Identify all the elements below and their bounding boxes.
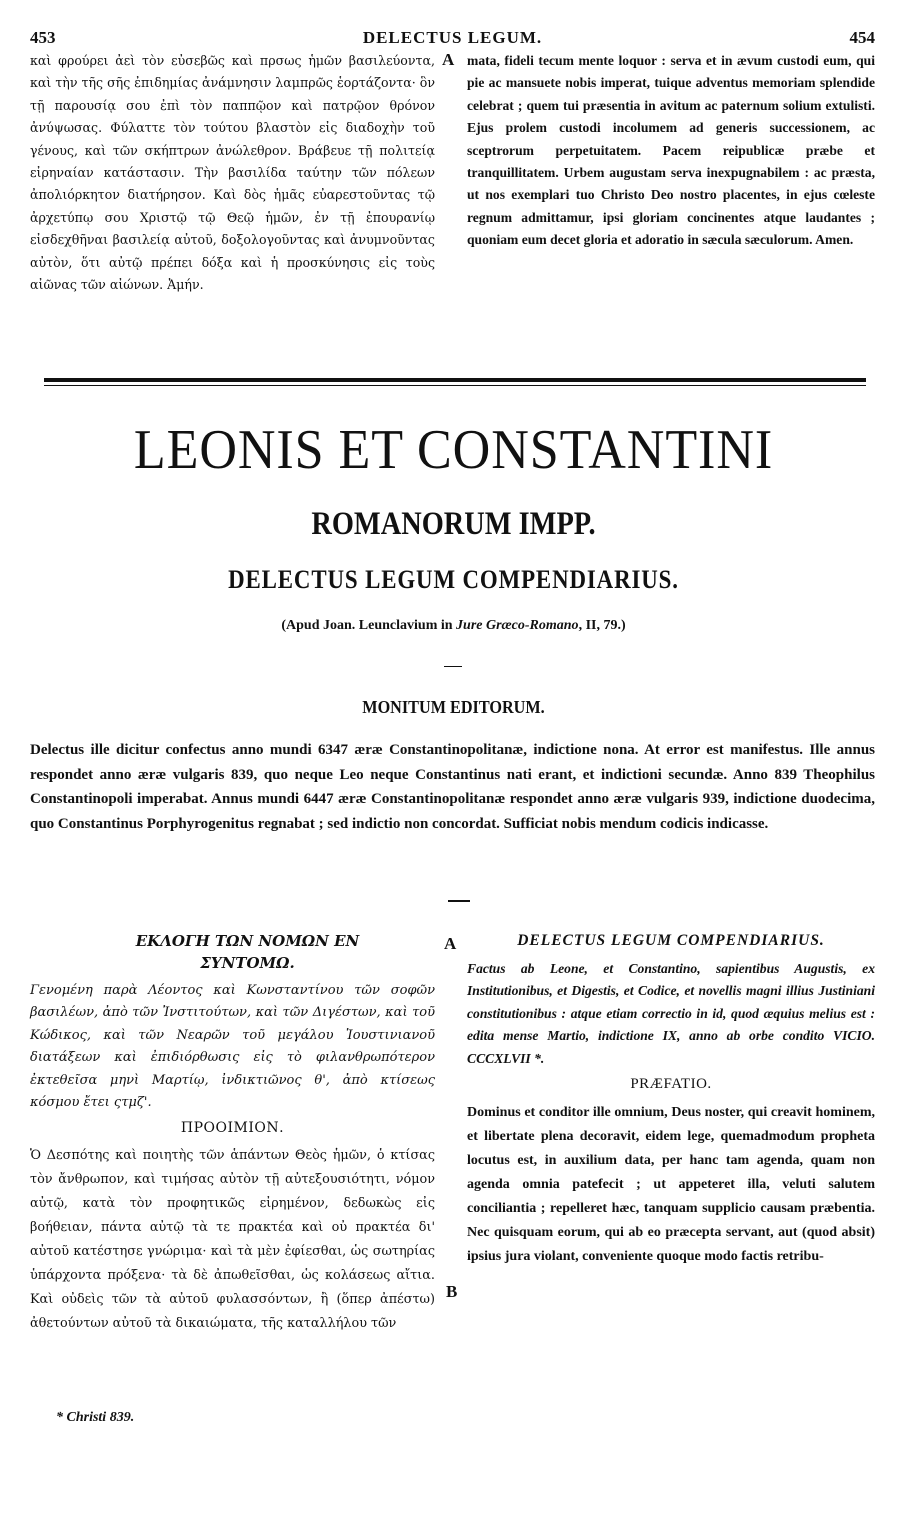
column-marker-a-lower: A [444,934,457,953]
latin-section-title: DELECTUS LEGUM COMPENDIARIUS. [517,932,825,949]
page-number-left: 453 [30,28,56,47]
greek-column-lower [30,930,435,1336]
page-number-right: 454 [849,28,875,47]
latin-subtitle: Factus ab Leone, et Constantino, sapientibus Augustis, ex Institutionibus, et Digestis, et Codice, et novellis magni illius Justiniani constitutionibus : atque etiam correctio in id, quod æquius melius est : edita mense Martio, indictione IX, anno ab orbe condito VICIO. CCCXLVII *. [467,961,875,1066]
column-marker-b: B [446,1282,458,1301]
latin-column-lower [467,930,875,1269]
short-divider-2 [448,900,470,902]
page [30,28,875,360]
greek-column-top: καὶ φρούρει ἀεὶ τὸν εὐσεβῶς καὶ πρσως ἡμῶν βασιλεύοντα, καὶ τὴν τῆς σῆς ἐπιδημίας ἀνάμνησιν λαμπρῶς ἑορτάζοντα· ὃν τῇ παρουσίᾳ σου ἐπὶ τὸν παππῷον καὶ πατρῷον θρόνον ἀνύψωσας. Φύλαττε τὸν τούτου βλαστὸν εἰς διαδοχὴν τοῦ γένους, καὶ τῶν σκήπτρων ἀνώλεθρον. Βράβευε τῇ πολιτείᾳ εἰρηναίαν κατάστασιν. Τὴν βασιλίδα ταύτην τῶν πόλεων ἀπολιόρκητον διατήρησον. Καὶ δὸς ἡμᾶς εὐαρεστοῦντας τῷ ἀρχετύπῳ σου Χριστῷ τῷ Θεῷ ἡμῶν, ἐν τῇ ἐπουρανίῳ εἰσδεχθῆναι βασιλείᾳ αὐτοῦ, δοξολογοῦντας καὶ ἀνυμνοῦντας αὐτὸν, ὅτι αὐτῷ πρέπει δόξα καὶ ἡ προσκύνησις εἰς τοὺς αἰῶνας τῶν αἰώνων. Ἀμήν. [30,53,435,293]
greek-subtitle: Γενομένη παρὰ Λέοντος καὶ Κωνσταντίνου τῶν σοφῶν βασιλέων, ἀπὸ τῶν Ἰνστιτούτων, καὶ τῶν Διγέστων, καὶ τοῦ Κώδικος, καὶ τῶν Νεαρῶν τοῦ μεγάλου Ἰουστινιανοῦ διατάξεων καὶ ἐπιδιόρθωσις εἰς τὸ φιλανθρωπότερον ἐκτεθεῖσα μηνὶ Μαρτίῳ, ἰνδικτιῶνος θ', ἀπὸ κτίσεως κόσμου ἔτει ςτμζ'. [30,983,435,1111]
column-marker-a: A [442,50,455,69]
lower-columns [30,930,875,1430]
subtitle-2: DELECTUS LEGUM COMPENDIARIUS. [228,565,679,594]
top-columns [30,50,875,360]
source-italic: Jure Græco-Romano [456,618,579,633]
subtitle: ROMANORUM IMPP. [311,506,596,542]
source-citation [0,618,907,634]
source-suffix: , II, 79.) [578,618,626,633]
short-divider [444,666,462,667]
running-title: DELECTUS LEGUM. [362,28,543,47]
latin-heading: PRÆFATIO. [630,1076,712,1093]
footnote: * Christi 839. [56,1410,135,1425]
latin-body: Dominus et conditor ille omnium, Deus noster, qui creavit hominem, et libertate plena decoravit, eidem lege, quemadmodum propheta locutus est, in auxilium data, per hanc tam agenda, quam non agenda omnia patefecit ; ut appeteret illa, veluti salutem conciliantia ; repelleret hæc, tanquam supplicio causam præbentia. Nec quisquam eorum, qui ab eo præcepta servant, aut (quod absit) ipsius jura violant, conveniente quoque modo factis retribu- [467,1105,875,1265]
monitum-body: Delectus ille dicitur confectus anno mundi 6347 æræ Constantinopolitanæ, indictione nona. At error est manifestus. Ille annus respondet anno æræ vulgaris 839, quo neque Leo neque Constantinus nati erant, et indictioni secundæ. Anno 839 Theophilus Constantinopoli imperabat. Annus mundi 6447 æræ Constantinopolitanæ respondet anno æræ vulgaris 939, indictione duodecima, quo Constantinus Porphyrogenitus regnabat ; sed indictio non concordat. Sufficiat nobis mendum codicis indicasse. [30,742,875,832]
latin-column-top: mata, fideli tecum mente loquor : serva et in ævum custodi eum, qui pie ac mansuete nobis imperat, tuique adventus memoriam splendide celebrat ; quem tui præsentia in avitum ac paternum solium extulisti. Ejus prolem custodi incolumem ad generis successionem, ac sceptrorum perpetuitatem. Pacem reipublicæ præbe et tranquillitatem. Urbem augustam serva inexpugnabilem : ac præsta, ut nos exemplari tuo Christo Deo nostro placentes, in ejus cœleste regnum admittamur, ipsi gloriam concinentes atque laudantes ; quoniam eum decet gloria et adoratio in sæcula sæculorum. Amen. [467,53,875,248]
running-head [30,28,875,50]
greek-section-title: ΕΚΛΟΓΗ ΤΩΝ ΝΟΜΩΝ ΕΝ ΣΥΝΤΟΜΩ. [135,932,360,972]
greek-body: Ὁ Δεσπότης καὶ ποιητὴς τῶν ἁπάντων Θεὸς ἡμῶν, ὁ κτίσας τὸν ἄνθρωπον, καὶ τιμήσας αὐτὸν τῇ αὐτεξουσιότητι, νόμον αὐτῷ, κατὰ τὸν προφητικῶς εἰρημένον, δεδωκὼς εἰς βοήθειαν, πάντα αὐτῷ τὰ τε πρακτέα καὶ οὐ πρακτέα δι' αὐτοῦ κατέστησε γνώριμα· καὶ τὰ μὲν ἐφίεσθαι, ὡς σωτηρίας ὑπάρχοντα πρόξενα· τὰ δὲ ἀπωθεῖσθαι, ὡς κολάσεως αἴτια. Καὶ οὐδεὶς τῶν τὰ αὐτοῦ φυλασσόντων, ἢ (ὅπερ ἀπέστω) ἀθετούντων αὐτοῦ τὰ δικαιώματα, τῆς καταλλήλου τῶν [30,1148,435,1332]
main-title: LEONIS ET CONSTANTINI [133,419,774,481]
section-rule [44,378,866,382]
greek-heading: ΠΡΟΟΙΜΙΟΝ. [180,1120,285,1137]
source-prefix: (Apud Joan. Leunclavium in [281,618,457,633]
monitum-title: MONITUM EDITORUM. [362,697,545,717]
